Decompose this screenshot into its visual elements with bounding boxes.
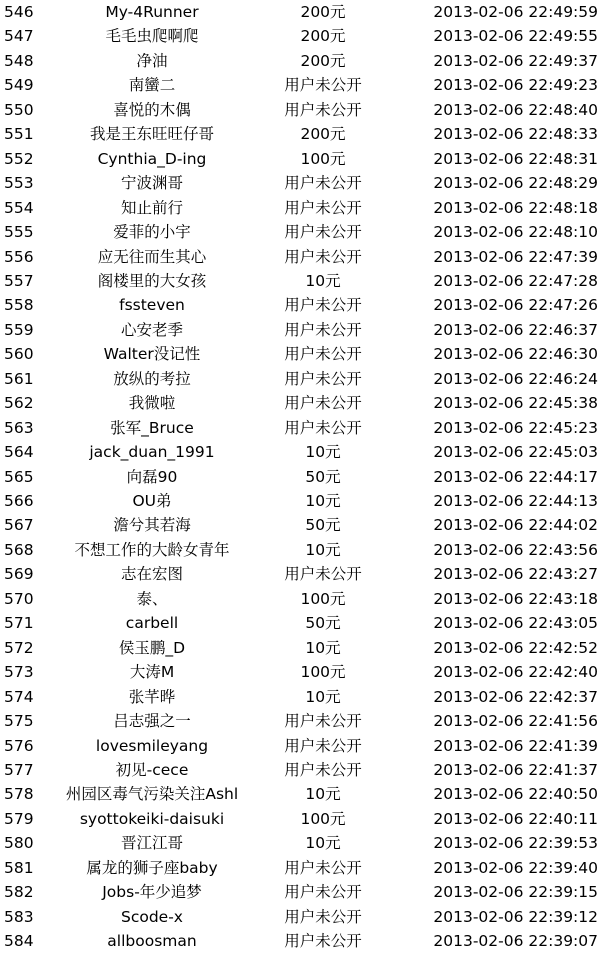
list-row — [0, 171, 600, 195]
list-row — [0, 342, 600, 366]
list-row — [0, 734, 600, 758]
list-row — [0, 367, 600, 391]
list-row — [0, 416, 600, 440]
donation-time: 2013-02-06 22:39:15 — [433, 883, 598, 902]
row-number: 575 — [4, 712, 34, 731]
list-row — [0, 147, 600, 171]
row-number: 578 — [4, 785, 34, 804]
row-number: 573 — [4, 663, 34, 682]
list-row — [0, 611, 600, 635]
row-number: 567 — [4, 516, 34, 535]
donor-name: 侯玉鹏_D — [118, 638, 186, 657]
list-row — [0, 440, 600, 464]
donation-amount: 用户未公开 — [284, 76, 362, 95]
donation-amount: 200元 — [300, 27, 346, 46]
list-row — [0, 929, 600, 953]
donation-time: 2013-02-06 22:41:56 — [433, 712, 598, 731]
row-number: 569 — [4, 565, 34, 584]
donor-name: 阁楼里的大女孩 — [97, 271, 207, 290]
donation-amount: 50元 — [305, 614, 341, 633]
row-number: 563 — [4, 418, 34, 437]
donation-time: 2013-02-06 22:45:38 — [433, 394, 598, 413]
donor-name: 喜悦的木偶 — [113, 100, 191, 119]
donor-name: 初见-cece — [115, 760, 189, 779]
donor-name: 大涛M — [129, 663, 175, 682]
donor-name: 晋江江哥 — [120, 834, 183, 853]
donor-name: 泰、 — [136, 589, 168, 608]
donor-name: 毛毛虫爬啊爬 — [105, 27, 199, 46]
row-number: 565 — [4, 467, 34, 486]
donor-name: lovesmileyang — [95, 736, 209, 755]
list-row — [0, 0, 600, 24]
donor-name: syottokeiki-daisuki — [79, 809, 225, 828]
donation-amount: 10元 — [305, 443, 341, 462]
donation-amount: 用户未公开 — [284, 418, 362, 437]
list-row — [0, 831, 600, 855]
donation-time: 2013-02-06 22:39:12 — [433, 907, 598, 926]
donation-time: 2013-02-06 22:43:05 — [433, 614, 598, 633]
donation-time: 2013-02-06 22:40:11 — [433, 809, 598, 828]
donation-amount: 用户未公开 — [284, 883, 362, 902]
row-number: 546 — [4, 3, 34, 21]
row-number: 574 — [4, 687, 34, 706]
donation-amount: 200元 — [300, 51, 346, 70]
donation-time: 2013-02-06 22:49:37 — [433, 51, 598, 70]
donor-name: 我是王东旺旺仔哥 — [89, 125, 214, 144]
donation-time: 2013-02-06 22:43:56 — [433, 540, 598, 559]
row-number: 583 — [4, 907, 34, 926]
row-number: 572 — [4, 638, 34, 657]
donation-amount: 10元 — [305, 785, 341, 804]
row-number: 548 — [4, 51, 34, 70]
donation-time: 2013-02-06 22:45:23 — [433, 418, 598, 437]
row-number: 559 — [4, 320, 34, 339]
donation-time: 2013-02-06 22:46:24 — [433, 369, 598, 388]
row-number: 551 — [4, 125, 34, 144]
list-row — [0, 269, 600, 293]
donor-name: 张芊晔 — [128, 687, 176, 706]
donation-amount: 用户未公开 — [284, 565, 362, 584]
donation-time: 2013-02-06 22:44:13 — [433, 492, 598, 510]
list-row — [0, 465, 600, 489]
list-row — [0, 196, 600, 220]
list-row — [0, 489, 600, 513]
donation-amount: 10元 — [305, 492, 341, 510]
donation-time: 2013-02-06 22:48:40 — [433, 100, 598, 119]
list-row — [0, 73, 600, 97]
donation-amount: 200元 — [300, 3, 346, 21]
donor-name: 我微啦 — [128, 394, 176, 413]
list-row — [0, 709, 600, 733]
donation-amount: 用户未公开 — [284, 247, 362, 266]
row-number: 558 — [4, 296, 34, 315]
donation-amount: 用户未公开 — [284, 296, 362, 315]
donation-amount: 用户未公开 — [284, 198, 362, 217]
donation-time: 2013-02-06 22:44:02 — [433, 516, 598, 535]
list-row — [0, 513, 600, 537]
donor-name: 吕志强之一 — [113, 712, 191, 731]
row-number: 582 — [4, 883, 34, 902]
donation-time: 2013-02-06 22:49:23 — [433, 76, 598, 95]
list-row — [0, 880, 600, 904]
list-row — [0, 685, 600, 709]
donation-amount: 50元 — [305, 516, 341, 535]
row-number: 579 — [4, 809, 34, 828]
row-number: 553 — [4, 174, 34, 193]
donation-amount: 100元 — [300, 809, 346, 828]
donation-time: 2013-02-06 22:42:52 — [433, 638, 598, 657]
list-row — [0, 49, 600, 73]
row-number: 571 — [4, 614, 34, 633]
donor-name: 心安老季 — [120, 320, 183, 339]
row-number: 577 — [4, 760, 34, 779]
donation-time: 2013-02-06 22:47:26 — [433, 296, 598, 315]
donor-name: fssteven — [119, 296, 185, 315]
list-row — [0, 587, 600, 611]
donation-time: 2013-02-06 22:42:40 — [433, 663, 598, 682]
row-number: 580 — [4, 834, 34, 853]
row-number: 560 — [4, 345, 34, 364]
row-number: 552 — [4, 149, 34, 168]
list-row — [0, 318, 600, 342]
row-number: 555 — [4, 223, 34, 242]
donation-amount: 用户未公开 — [284, 345, 362, 364]
donor-name: 属龙的狮子座baby — [86, 858, 218, 877]
row-number: 556 — [4, 247, 34, 266]
list-row — [0, 807, 600, 831]
donor-name: 志在宏图 — [120, 565, 183, 584]
list-row — [0, 636, 600, 660]
donor-name: Cynthia_D-ing — [97, 149, 207, 168]
list-row — [0, 905, 600, 929]
donation-amount: 200元 — [300, 125, 346, 144]
donation-time: 2013-02-06 22:49:55 — [433, 27, 598, 46]
donor-name: allboosman — [107, 932, 197, 951]
donation-time: 2013-02-06 22:46:37 — [433, 320, 598, 339]
donor-name: Walter没记性 — [103, 345, 201, 364]
donation-time: 2013-02-06 22:48:10 — [433, 223, 598, 242]
donation-time: 2013-02-06 22:42:37 — [433, 687, 598, 706]
donor-name: OU弟 — [132, 492, 172, 510]
donor-name: 不想工作的大龄女青年 — [74, 540, 230, 559]
donation-time: 2013-02-06 22:47:28 — [433, 271, 598, 290]
donation-amount: 用户未公开 — [284, 223, 362, 242]
donation-time: 2013-02-06 22:41:39 — [433, 736, 598, 755]
row-number: 564 — [4, 443, 34, 462]
donor-name: 知止前行 — [120, 198, 183, 217]
donation-amount: 用户未公开 — [284, 858, 362, 877]
list-row — [0, 391, 600, 415]
list-row — [0, 856, 600, 880]
donation-amount: 用户未公开 — [284, 100, 362, 119]
row-number: 584 — [4, 932, 34, 951]
list-row — [0, 24, 600, 48]
row-number: 581 — [4, 858, 34, 877]
donor-name: 放纵的考拉 — [113, 369, 191, 388]
donation-amount: 用户未公开 — [284, 907, 362, 926]
donation-amount: 用户未公开 — [284, 320, 362, 339]
donor-name: 澹兮其若海 — [113, 516, 191, 535]
donation-time: 2013-02-06 22:41:37 — [433, 760, 598, 779]
donation-amount: 用户未公开 — [284, 712, 362, 731]
donation-time: 2013-02-06 22:39:53 — [433, 834, 598, 853]
row-number: 554 — [4, 198, 34, 217]
donation-amount: 用户未公开 — [284, 394, 362, 413]
donation-time: 2013-02-06 22:44:17 — [433, 467, 598, 486]
row-number: 576 — [4, 736, 34, 755]
donor-name: 应无往而生其心 — [97, 247, 207, 266]
donation-time: 2013-02-06 22:48:33 — [433, 125, 598, 144]
donation-time: 2013-02-06 22:45:03 — [433, 443, 598, 462]
donation-amount: 100元 — [300, 149, 346, 168]
donation-amount: 10元 — [305, 638, 341, 657]
list-row — [0, 122, 600, 146]
donation-amount: 用户未公开 — [284, 760, 362, 779]
donation-amount: 100元 — [300, 589, 346, 608]
row-number: 549 — [4, 76, 34, 95]
donation-time: 2013-02-06 22:39:40 — [433, 858, 598, 877]
donation-amount: 100元 — [300, 663, 346, 682]
donation-amount: 10元 — [305, 540, 341, 559]
list-row — [0, 220, 600, 244]
donation-amount: 用户未公开 — [284, 932, 362, 951]
list-row — [0, 98, 600, 122]
row-number: 550 — [4, 100, 34, 119]
donor-name: Scode-x — [121, 907, 183, 926]
donor-name: 南蠻二 — [128, 76, 176, 95]
donor-name: 张军_Bruce — [110, 418, 194, 437]
row-number: 557 — [4, 271, 34, 290]
donation-time: 2013-02-06 22:47:39 — [433, 247, 598, 266]
donation-amount: 10元 — [305, 271, 341, 290]
donation-time: 2013-02-06 22:49:59 — [433, 3, 598, 21]
donation-time: 2013-02-06 22:40:50 — [433, 785, 598, 804]
list-row — [0, 758, 600, 782]
row-number: 566 — [4, 492, 34, 510]
donor-name: 向磊90 — [126, 467, 178, 486]
donor-name: Jobs-年少追梦 — [102, 883, 202, 902]
row-number: 570 — [4, 589, 34, 608]
list-row — [0, 660, 600, 684]
donation-amount: 10元 — [305, 687, 341, 706]
donor-name: 州园区毒气污染关注Ashl — [65, 785, 239, 804]
donation-time: 2013-02-06 22:39:07 — [433, 932, 598, 951]
list-row — [0, 538, 600, 562]
row-number: 568 — [4, 540, 34, 559]
donation-amount: 10元 — [305, 834, 341, 853]
donation-amount: 用户未公开 — [284, 736, 362, 755]
donor-name: 净油 — [136, 51, 168, 70]
donor-name: 宁波渊哥 — [120, 174, 183, 193]
donation-amount: 用户未公开 — [284, 369, 362, 388]
donation-time: 2013-02-06 22:46:30 — [433, 345, 598, 364]
donor-name: jack_duan_1991 — [89, 443, 215, 462]
donor-name: My-4Runner — [105, 3, 199, 21]
donor-name: 爱菲的小宇 — [113, 223, 191, 242]
list-row — [0, 782, 600, 806]
donation-time: 2013-02-06 22:48:18 — [433, 198, 598, 217]
row-number: 547 — [4, 27, 34, 46]
list-row — [0, 245, 600, 269]
donation-time: 2013-02-06 22:48:29 — [433, 174, 598, 193]
donation-time: 2013-02-06 22:43:18 — [433, 589, 598, 608]
donation-time: 2013-02-06 22:43:27 — [433, 565, 598, 584]
donation-amount: 用户未公开 — [284, 174, 362, 193]
donation-time: 2013-02-06 22:48:31 — [433, 149, 598, 168]
list-row — [0, 562, 600, 586]
row-number: 561 — [4, 369, 34, 388]
list-row — [0, 293, 600, 317]
donor-name: carbell — [125, 614, 179, 633]
donation-amount: 50元 — [305, 467, 341, 486]
row-number: 562 — [4, 394, 34, 413]
